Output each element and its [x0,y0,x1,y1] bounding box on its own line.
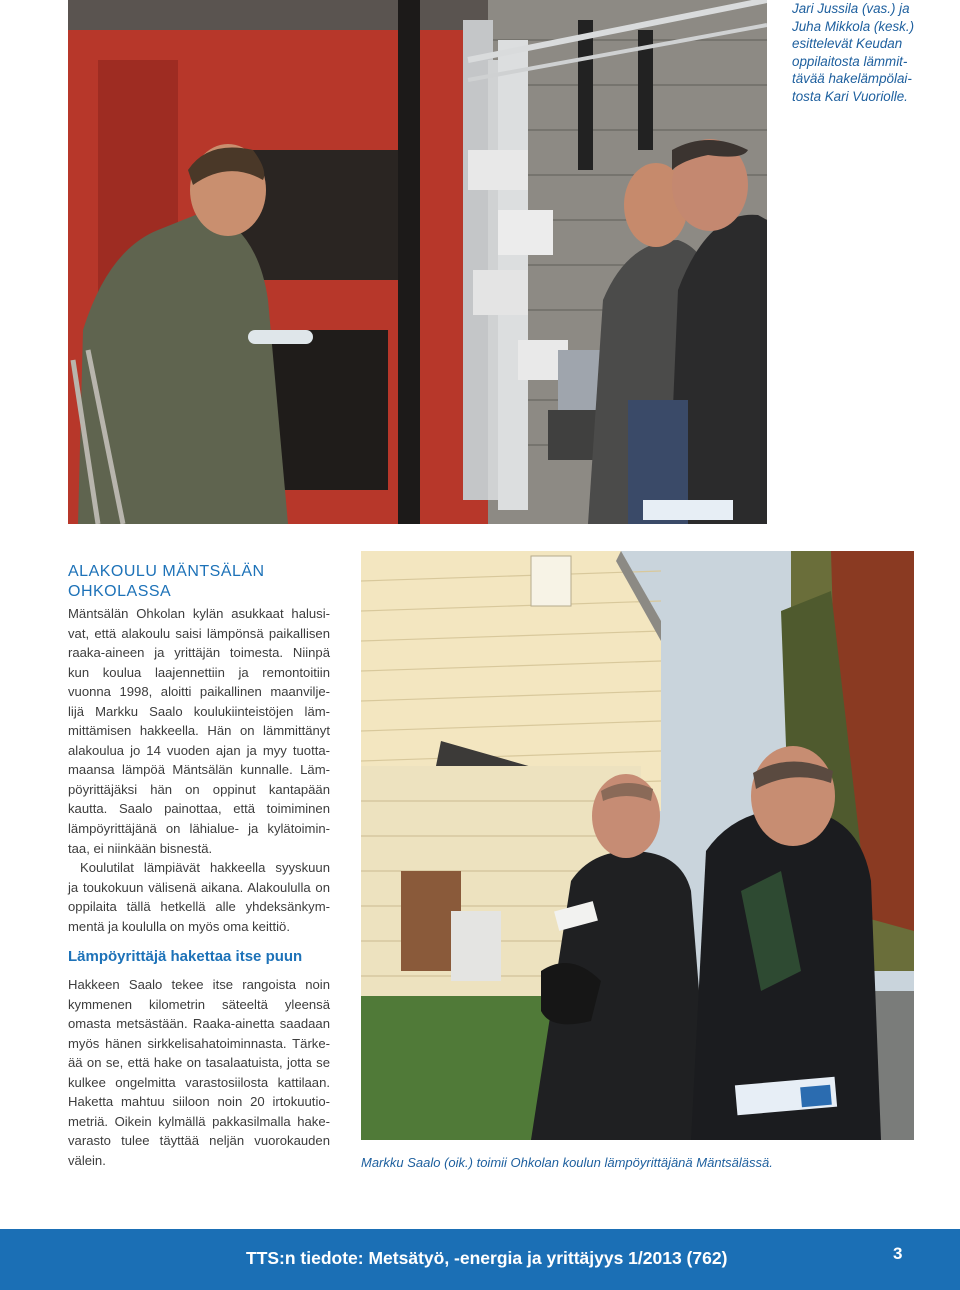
paragraph-line: ää on se, että hake on tasalaatuista, jotta se [68,1055,330,1071]
paragraph-line: metriä. Oikein kylmällä pakkasilmalla hake- [68,1113,330,1129]
paragraph-line: Hakkeen Saalo tekee itse rangoista noin [68,977,330,992]
article-body-column-1 [68,604,330,936]
paragraph-line: kautta. Saalo painottaa, että toimiminen [68,801,330,817]
paragraph-line: oppilaita tällä hetkellä alle yhdeksänkym- [68,899,330,915]
paragraph-line: raaka-aineen ja yrittäjän toimesta. Niinpä [68,645,330,661]
paragraph-line: lämpöyrittäjänä on lähialue- ja kylätoimin- [68,821,330,837]
footer-title: TTS:n tiedote: Metsätyö, -energia ja yrittäjyys 1/2013 (762) [246,1248,728,1268]
paragraph-line: varasto tulee täyttää neljän vuorokauden [68,1133,330,1149]
caption-top-line: Juha Mikkola (kesk.) [792,18,915,34]
caption-top-line: oppilaitosta lämmit- [792,53,908,69]
caption-top-line: esittelevät Keudan [792,36,903,51]
article-heading [68,562,338,601]
paragraph-line: myös hänen sirkkelisahatoiminnasta. Tärke- [68,1035,330,1051]
paragraph-line: välein. [68,1152,106,1168]
caption-top-line: tosta Kari Vuoriolle. [792,88,908,104]
paragraph-line: alakoulua jo 14 vuoden ajan ja myy tuotta- [68,742,330,758]
paragraph-line: omasta metsästään. Raaka-ainetta saadaan [68,1016,330,1032]
paragraph-line: mittämisen hakkeella. Hän on lämmittänyt [68,723,330,739]
caption-bottom: Markku Saalo (oik.) toimii Ohkolan koulun lämpöyrittäjänä Mäntsälässä. [361,1155,773,1170]
paragraph-line: maansa lämpöä Mäntsälän kunnalle. Läm- [68,762,330,778]
paragraph-line: lijä Markku Saalo koulukiinteistöjen läm- [68,703,330,719]
paragraph-line: ja toukokuun välisenä aikana. Alakoululla on [68,879,330,895]
paragraph-line: mentä ja koululla on myös oma keittiö. [68,918,290,934]
paragraph-line: vat, että alakoulu saisi lämpönsä paikallisen [68,625,330,641]
article-heading-line: ALAKOULU MÄNTSÄLÄN [68,563,265,580]
caption-top-line: Jari Jussila (vas.) ja [792,1,910,16]
article-body-column-2 [68,975,330,1170]
paragraph-line: kun koulua laajennettiin ja remontoitiin [68,664,330,680]
paragraph-line: taa, ei niinkään bisnestä. [68,840,213,856]
photo-boiler-room [68,0,767,524]
section-subheading: Lämpöyrittäjä hakettaa itse puun [68,948,303,965]
paragraph-line: Koulutilat lämpiävät hakkeella syyskuun [80,860,330,876]
page-number: 3 [893,1244,903,1263]
photo-school-exterior [361,551,914,1140]
paragraph-line: kulkee ongelmitta varastosiilosta kattilaan. [68,1074,330,1090]
caption-top-line: tävää hakelämpölai- [792,71,912,86]
paragraph-line: kymmenen kilometrin säteeltä yleensä [68,996,330,1012]
paragraph-line: vuonna 1998, aloitti paikallinen maanvilje- [68,684,330,700]
paragraph-line: Haketta mahtuu siiloon noin 20 irtokuutio- [68,1094,330,1110]
paragraph-line: Mäntsälän Ohkolan kylän asukkaat halusi- [68,606,330,621]
caption-top [792,0,952,105]
article-heading-line: OHKOLASSA [68,582,172,600]
paragraph-line: pöyrittäjäksi hän on oppinut kantapään [68,781,330,797]
